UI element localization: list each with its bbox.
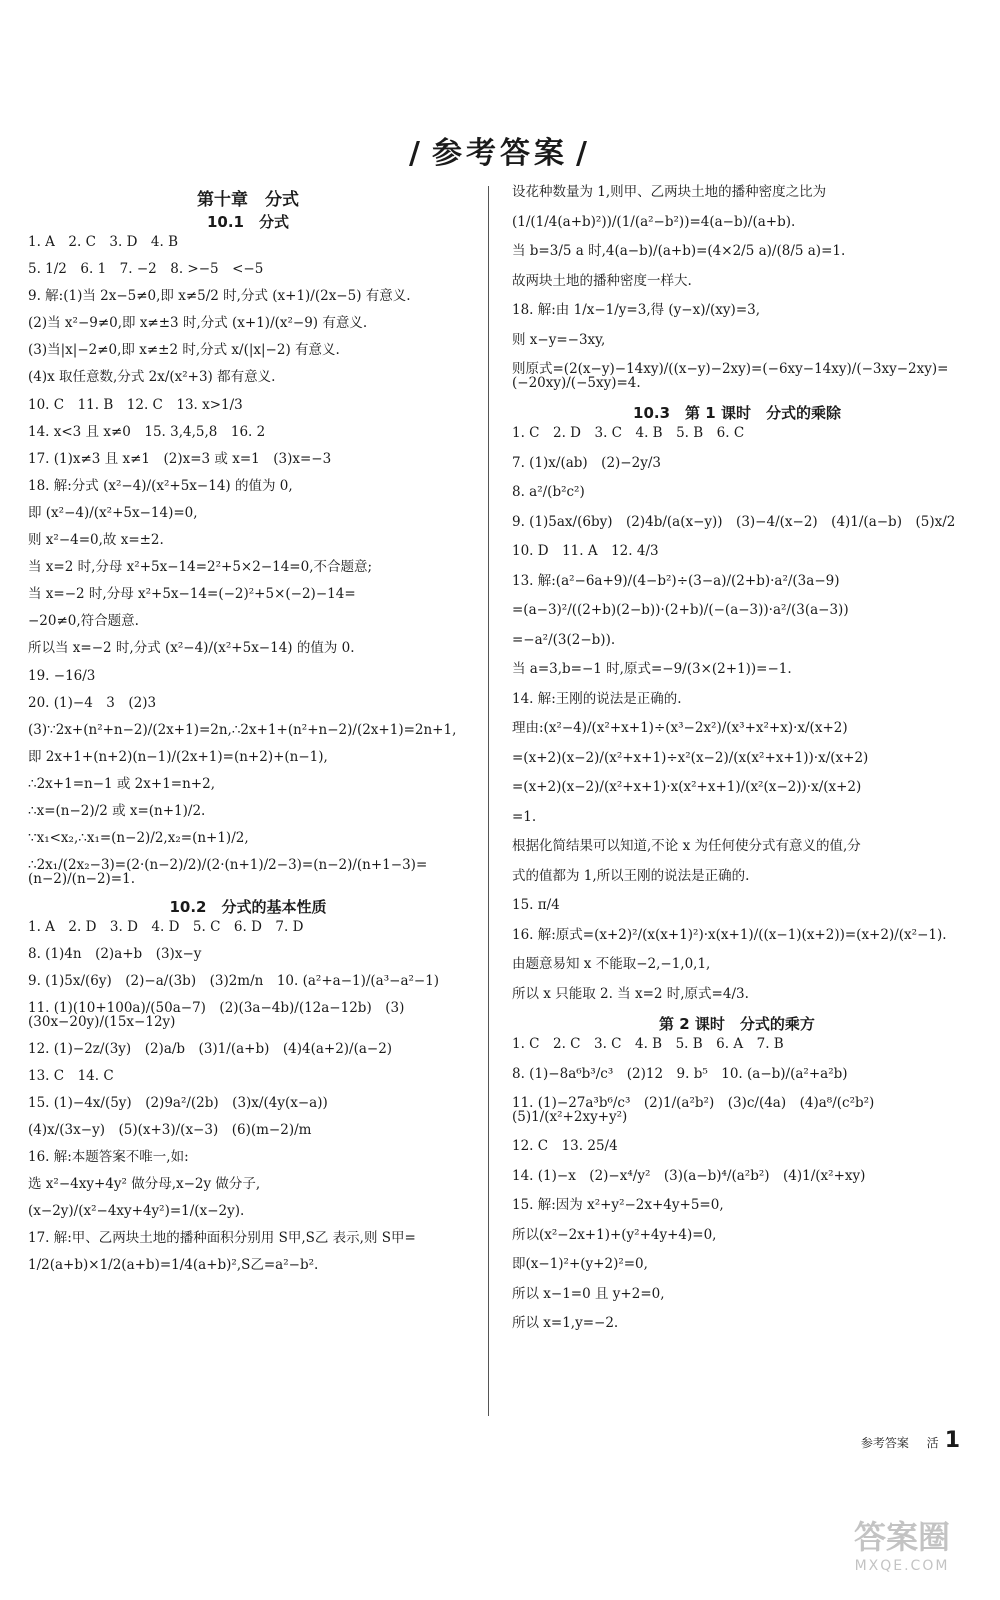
answer-line: 理由:(x²−4)/(x²+x+1)÷(x³−2x²)/(x³+x²+x)·x/(x+2) [512,720,848,736]
answer-line: 17. 解:甲、乙两块土地的播种面积分别用 S甲,S乙 表示,则 S甲= [28,1230,416,1247]
answer-line: 1. A 2. D 3. D 4. D 5. C 6. D 7. D [28,918,304,935]
answer-line: 12. C 13. 25/4 [512,1138,618,1154]
answer-line: 式的值都为 1,所以王刚的说法是正确的. [512,867,750,884]
section-heading: 10.2 分式的基本性质 [169,897,327,916]
answer-line: (1/(1/4(a+b)²))/(1/(a²−b²))=4(a−b)/(a+b). [512,213,796,230]
answer-line: 所以当 x=−2 时,分式 (x²−4)/(x²+5x−14) 的值为 0. [28,640,355,657]
page-title-text: 参考答案 [432,136,568,171]
section-heading: 10.3 第 1 课时 分式的乘除 [633,404,841,422]
answer-line: =(x+2)(x−2)/(x²+x+1)·x(x²+x+1)/(x²(x−2))·x/(x+2) [512,779,862,795]
answer-line: 11. (1)(10+100a)/(50a−7) (2)(3a−4b)/(12a−12b) (3)(30x−20y)/(15x−12y) [28,1000,405,1030]
answer-line: 根据化简结果可以知道,不论 x 为任何使分式有意义的值,分 [512,838,861,854]
answer-line: 13. C 14. C [28,1067,114,1084]
answer-line: =1. [512,808,537,825]
watermark-url: MXQE.COM [854,1558,950,1574]
answer-line: 则 x²−4=0,故 x=±2. [28,532,164,549]
answer-line: ∴2x+1=n−1 或 2x+1=n+2, [28,775,215,792]
answer-line: 故两块土地的播种密度一样大. [512,272,692,289]
page-footer [861,1428,960,1453]
answer-line: (3)当|x|−2≠0,即 x≠±2 时,分式 x/(|x|−2) 有意义. [28,342,340,359]
answer-line: (x−2y)/(x²−4xy+4y²)=1/(x−2y). [28,1203,245,1220]
answer-line: (3)∵2x+(n²+n−2)/(2x+1)=2n,∴2x+1+(n²+n−2)/(2x+1)=2n+1, [28,721,457,738]
answer-line: 5. 1/2 6. 1 7. −2 8. >−5 <−5 [28,261,264,278]
answer-line: 10. D 11. A 12. 4/3 [512,543,659,559]
column-divider [488,186,489,1416]
answer-line: 即 (x²−4)/(x²+5x−14)=0, [28,504,198,521]
answer-line: (2)当 x²−9≠0,即 x≠±3 时,分式 (x+1)/(x²−9) 有意义. [28,315,368,332]
answer-line: ∴2x₁/(2x₂−3)=(2·(n−2)/2)/(2·(n+1)/2−3)=(n−2)/(n+1−3)=(n−2)/(n−2)=1. [28,857,428,887]
answer-line: =(a−3)²/((2+b)(2−b))·(2+b)/(−(a−3))·a²/(3(a−3)) [512,602,849,618]
chapter-heading: 第十章 分式 [197,190,299,210]
answer-line: 19. −16/3 [28,667,96,684]
answer-line: 即 2x+1+(n+2)(n−1)/(2x+1)=(n+2)+(n−1), [28,748,328,765]
answer-line: (4)x/(3x−y) (5)(x+3)/(x−3) (6)(m−2)/m [28,1121,312,1138]
answer-line: 9. (1)5x/(6y) (2)−a/(3b) (3)2m/n 10. (a²+a−1)/(a³−a²−1) [28,972,440,989]
answer-line: 则 x−y=−3xy, [512,331,606,348]
answer-line: 9. (1)5ax/(6by) (2)4b/(a(x−y)) (3)−4/(x−2) (4)1/(a−b) (5)x/2 [512,513,956,530]
answer-line: 20. (1)−4 3 (2)3 [28,694,157,711]
answer-line: 15. (1)−4x/(5y) (2)9a²/(2b) (3)x/(4y(x−a)) [28,1094,328,1111]
answer-line: =(x+2)(x−2)/(x²+x+1)÷x²(x−2)/(x(x²+x+1))·x/(x+2) [512,749,869,766]
title-left-slash: / [409,136,424,171]
answer-line: 设花种数量为 1,则甲、乙两块土地的播种密度之比为 [512,184,827,200]
watermark-text: 答案圈 [853,1518,950,1556]
answer-line: 选 x²−4xy+4y² 做分母,x−2y 做分子, [28,1176,261,1193]
answer-line: 当 x=2 时,分母 x²+5x−14=2²+5×2−14=0,不合题意; [28,559,373,576]
answer-line: 8. a²/(b²c²) [512,484,585,500]
answer-line: 所以 x−1=0 且 y+2=0, [512,1285,665,1302]
answer-line: 7. (1)x/(ab) (2)−2y/3 [512,454,661,471]
answer-line: (4)x 取任意数,分式 2x/(x²+3) 都有意义. [28,369,276,386]
answer-line: ∴x=(n−2)/2 或 x=(n+1)/2. [28,802,206,819]
right-answer-column [512,186,962,1347]
answer-line: 当 b=3/5 a 时,4(a−b)/(a+b)=(4×2/5 a)/(8/5 a)=1. [512,243,846,259]
page-title [0,128,1000,172]
answer-line: 14. (1)−x (2)−x⁴/y² (3)(a−b)⁴/(a²b²) (4)1/(x²+xy) [512,1167,866,1184]
answer-line: 1. C 2. C 3. C 4. B 5. B 6. A 7. B [512,1036,784,1052]
answer-line: 16. 解:原式=(x+2)²/(x(x+1)²)·x(x+1)/((x−1)(x+2))=(x+2)/(x²−1). [512,926,947,943]
answer-line: 1/2(a+b)×1/2(a+b)=1/4(a+b)²,S乙=a²−b². [28,1257,319,1274]
answer-line: 所以 x 只能取 2. 当 x=2 时,原式=4/3. [512,985,749,1002]
section-heading: 第 2 课时 分式的乘方 [659,1015,815,1033]
answer-line: 所以 x=1,y=−2. [512,1315,619,1331]
page-number: 1 [944,1428,960,1453]
answer-line: 即(x−1)²+(y+2)²=0, [512,1256,648,1272]
answer-line: 14. x<3 且 x≠0 15. 3,4,5,8 16. 2 [28,423,266,440]
left-answer-column [28,186,468,1286]
answer-line: −20≠0,符合题意. [28,613,139,630]
answer-line: 15. 解:因为 x²+y²−2x+4y+5=0, [512,1197,724,1213]
answer-line: 8. (1)4n (2)a+b (3)x−y [28,945,202,962]
answer-line: 12. (1)−2z/(3y) (2)a/b (3)1/(a+b) (4)4(a+2)/(a−2) [28,1040,393,1057]
answer-line: 当 a=3,b=−1 时,原式=−9/(3×(2+1))=−1. [512,661,792,677]
answer-line: 17. (1)x≠3 且 x≠1 (2)x=3 或 x=1 (3)x=−3 [28,450,332,467]
answer-line: 18. 解:由 1/x−1/y=3,得 (y−x)/(xy)=3, [512,302,761,318]
answer-line: 8. (1)−8a⁶b³/c³ (2)12 9. b⁵ 10. (a−b)/(a²+a²b) [512,1065,848,1082]
answer-line: =−a²/(3(2−b)). [512,631,616,648]
answer-line: 15. π/4 [512,897,560,913]
title-right-slash: / [576,136,591,171]
watermark-logo [822,1512,982,1582]
answer-line: 则原式=(2(x−y)−14xy)/((x−y)−2xy)=(−6xy−14xy)/(−3xy−2xy)=(−20xy)/(−5xy)=4. [512,361,949,391]
answer-line: 所以(x²−2x+1)+(y²+4y+4)=0, [512,1226,717,1243]
footer-label: 参考答案 [860,1436,909,1450]
answer-line: 10. C 11. B 12. C 13. x>1/3 [28,396,243,413]
answer-line: 18. 解:分式 (x²−4)/(x²+5x−14) 的值为 0, [28,477,293,494]
answer-line: 13. 解:(a²−6a+9)/(4−b²)÷(3−a)/(2+b)·a²/(3a−9) [512,572,840,589]
answer-line: ∵x₁<x₂,∴x₁=(n−2)/2,x₂=(n+1)/2, [28,830,249,847]
answer-line: 16. 解:本题答案不唯一,如: [28,1149,189,1165]
answer-line: 9. 解:(1)当 2x−5≠0,即 x≠5/2 时,分式 (x+1)/(2x−5) 有意义. [28,288,411,305]
answer-line: 当 x=−2 时,分母 x²+5x−14=(−2)²+5×(−2)−14= [28,586,356,603]
answer-line: 14. 解:王刚的说法是正确的. [512,690,682,707]
answer-line: 1. A 2. C 3. D 4. B [28,234,179,250]
section-heading: 10.1 分式 [206,213,289,231]
answer-line: 11. (1)−27a³b⁶/c³ (2)1/(a²b²) (3)c/(4a) (4)a⁸/(c²b²) (5)1/(x²+2xy+y²) [512,1095,888,1125]
footer-prefix: 活 [926,1436,939,1450]
answer-line: 1. C 2. D 3. C 4. B 5. B 6. C [512,425,745,441]
answer-line: 由题意易知 x 不能取−2,−1,0,1, [512,956,711,972]
